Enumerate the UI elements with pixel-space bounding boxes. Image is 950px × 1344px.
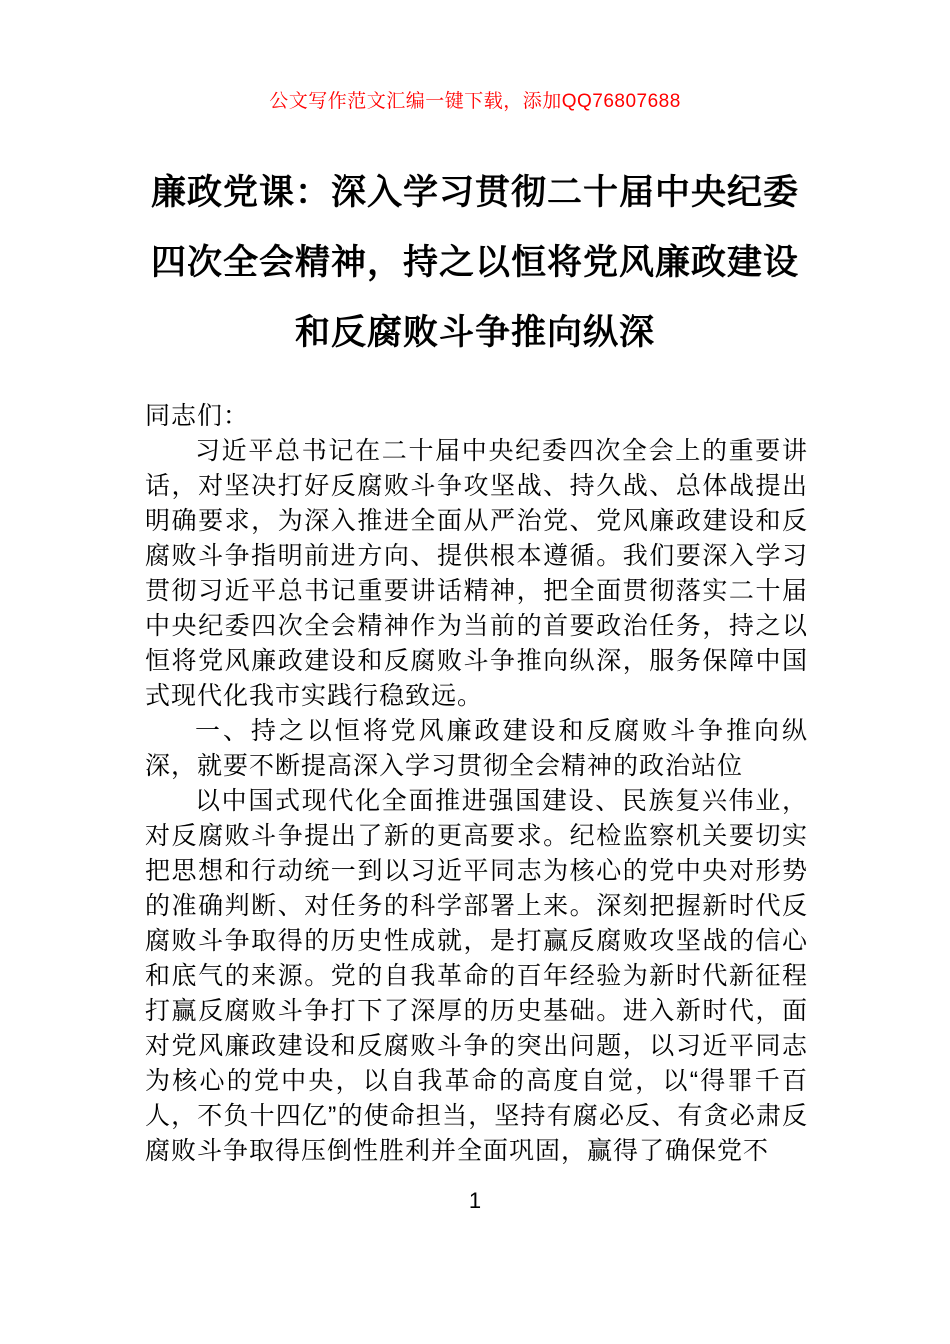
- salutation: 同志们：: [145, 402, 250, 430]
- title-line-3: 和反腐败斗争推向纵深: [294, 313, 655, 352]
- paragraph-2-section-heading: 一、持之以恒将党风廉政建设和反腐败斗争推向纵深，就要不断提高深入学习贯彻全会精神的政治站位: [145, 717, 808, 780]
- title-line-1: 廉政党课：深入学习贯彻二十届中央纪委: [150, 173, 799, 212]
- document-body: [145, 399, 808, 1169]
- paragraph-3: 以中国式现代化全面推进强国建设、民族复兴伟业，对反腐败斗争提出了新的更高要求。纪检监察机关要切实把思想和行动统一到以习近平同志为核心的党中央对形势的准确判断、对任务的科学部署上来。深刻把握新时代反腐败斗争取得的历史性成就，是打赢反腐败攻坚战的信心和底气的来源。党的自我革命的百年经验为新时代新征程打赢反腐败斗争打下了深厚的历史基础。进入新时代，面对党风廉政建设和反腐败斗争的突出问题，以习近平同志为核心的党中央，以自我革命的高度自觉，以“得罪千百人，不负十四亿”的使命担当，坚持有腐必反、有贪必肃反腐败斗争取得压倒性胜利并全面巩固，赢得了确保党不: [145, 787, 808, 1165]
- page-number: 1: [468, 1188, 482, 1213]
- download-notice: 公文写作范文汇编一键下载，添加QQ76807688: [269, 91, 681, 112]
- paragraph-1: 习近平总书记在二十届中央纪委四次全会上的重要讲话，对坚决打好反腐败斗争攻坚战、持久战、总体战提出明确要求，为深入推进全面从严治党、党风廉政建设和反腐败斗争指明前进方向、提供根本遵循。我们要深入学习贯彻习近平总书记重要讲话精神，把全面贯彻落实二十届中央纪委四次全会精神作为当前的首要政治任务，持之以恒将党风廉政建设和反腐败斗争推向纵深，服务保障中国式现代化我市实践行稳致远。: [145, 437, 808, 710]
- document-title: [90, 158, 860, 368]
- title-line-2: 四次全会精神，持之以恒将党风廉政建设: [150, 243, 799, 282]
